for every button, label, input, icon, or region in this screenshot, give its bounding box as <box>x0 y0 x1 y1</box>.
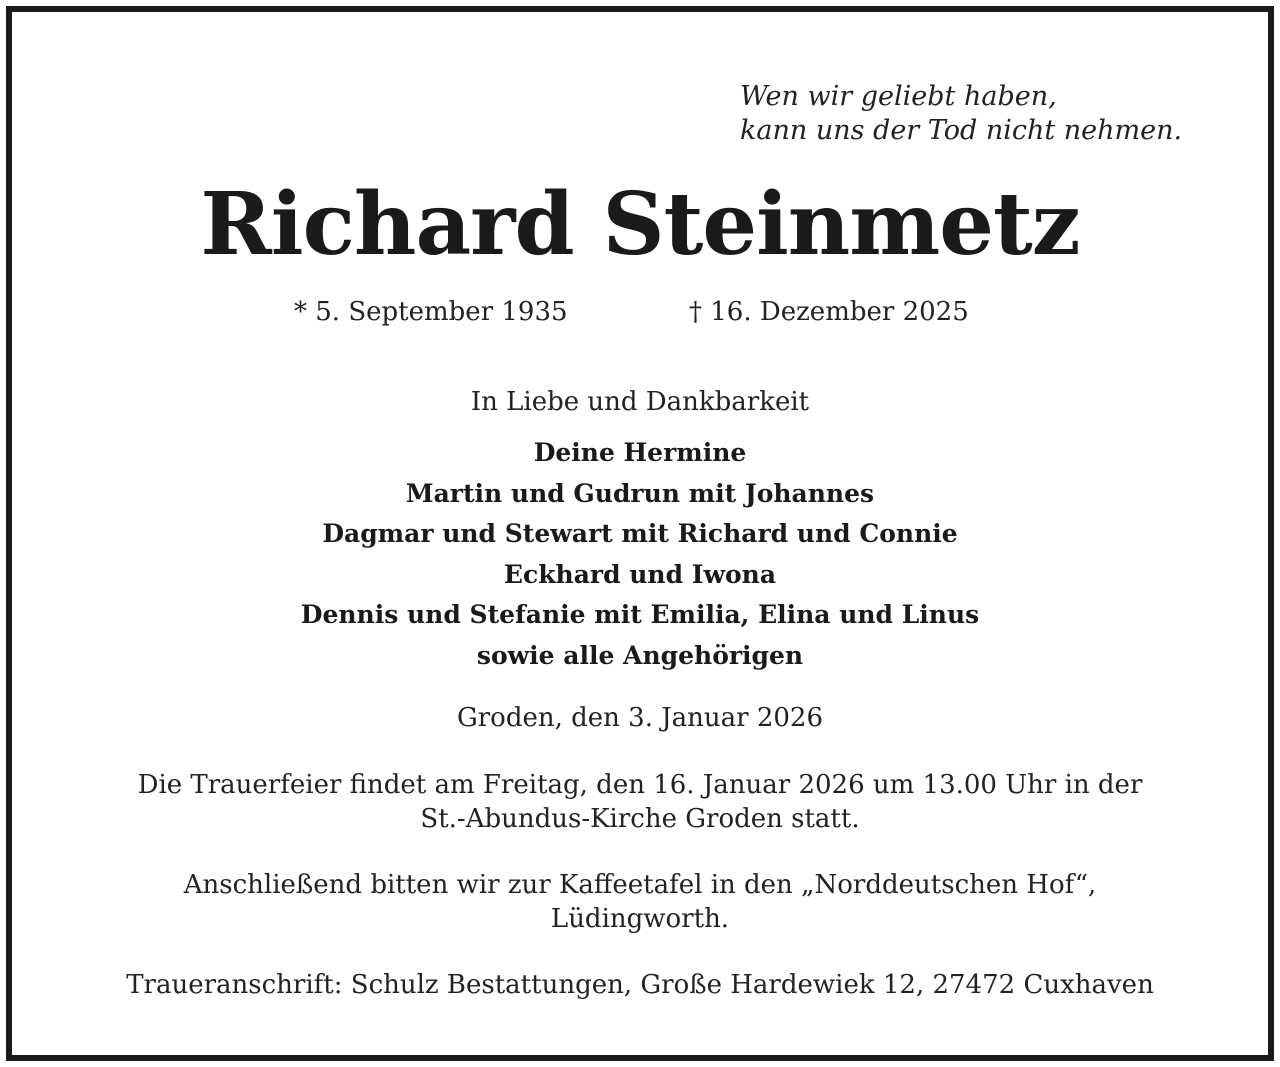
ceremony-line-2: St.-Abundus-Kirche Groden statt. <box>420 804 860 834</box>
birth-date: * 5. September 1935 <box>294 297 568 327</box>
funeral-service-info <box>12 768 1268 836</box>
quote-line-2: kann uns der Tod nicht nehmen. <box>740 115 1183 146</box>
mourner-line: Dennis und Stefanie mit Emilia, Elina und Linus <box>300 600 980 629</box>
obituary-notice <box>6 6 1274 1061</box>
mourner-line: Dagmar und Stewart mit Richard und Connie <box>322 519 958 548</box>
mourners-list <box>12 433 1268 676</box>
mourner-line: Eckhard und Iwona <box>503 559 777 589</box>
mourner-line: Martin und Gudrun mit Johannes <box>405 478 875 508</box>
mourning-address: Traueranschrift: Schulz Bestattungen, Große Hardewiek 12, 27472 Cuxhaven <box>126 970 1154 1000</box>
mourners-intro: In Liebe und Dankbarkeit <box>470 387 810 417</box>
ceremony-line-1: Die Trauerfeier findet am Freitag, den 16. Januar 2026 um 13.00 Uhr in der <box>137 770 1143 800</box>
deceased-name: Richard Steinmetz <box>200 174 1080 275</box>
mourner-line: sowie alle Angehörigen <box>476 640 804 670</box>
epigraph-quote <box>740 80 1182 148</box>
death-date: † 16. Dezember 2025 <box>689 297 969 327</box>
reception-line-1: Anschließend bitten wir zur Kaffeetafel in den „Norddeutschen Hof“, <box>183 870 1097 900</box>
reception-info <box>12 868 1268 936</box>
quote-line-1: Wen wir geliebt haben, <box>740 81 1057 112</box>
reception-line-2: Lüdingworth. <box>550 904 730 934</box>
mourner-line: Deine Hermine <box>533 438 747 467</box>
place-and-date: Groden, den 3. Januar 2026 <box>456 703 824 733</box>
